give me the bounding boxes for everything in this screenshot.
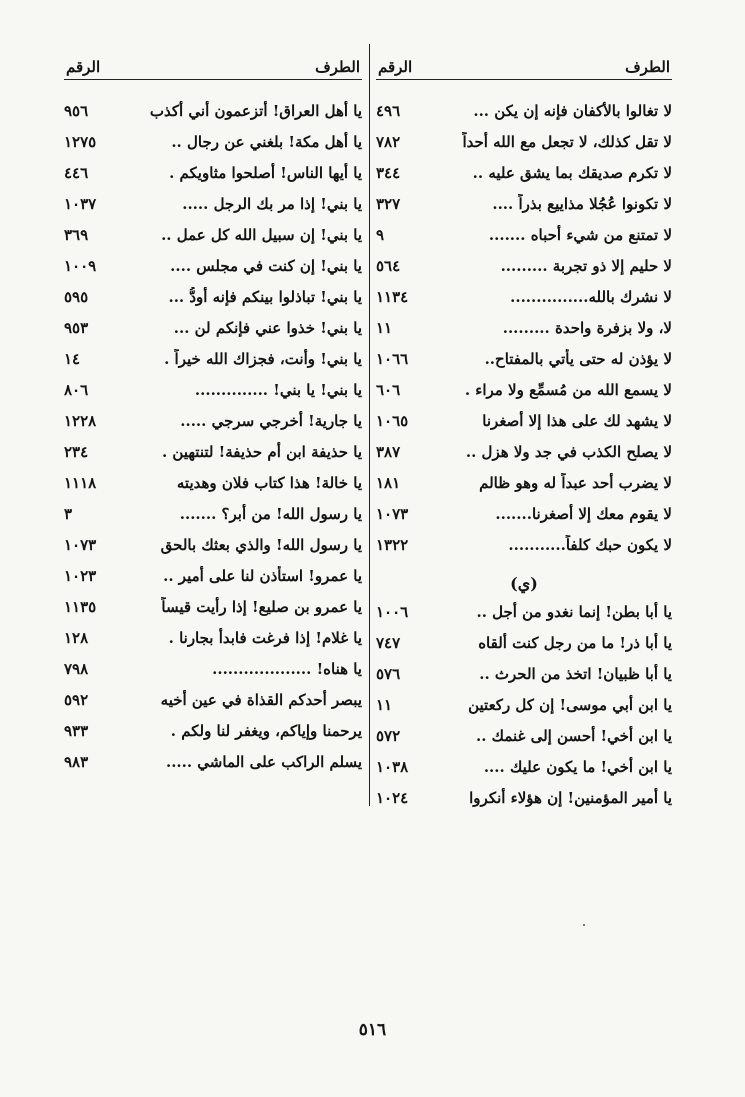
- index-entry: [376, 442, 672, 473]
- entry-number: ٩٨٣: [64, 753, 89, 771]
- entry-number: ١٤: [64, 350, 81, 368]
- entry-text: يا بني! يا بني! ..............: [194, 381, 362, 399]
- index-entry: [64, 566, 362, 597]
- index-entry: [64, 690, 362, 721]
- entry-number: ٩٣٣: [64, 722, 89, 740]
- entry-number: ١٠٠٦: [376, 603, 409, 621]
- right-column-header: [376, 48, 672, 80]
- index-entry: [64, 101, 362, 132]
- entry-number: ٥٧٦: [376, 665, 401, 683]
- left-entries-list: [64, 101, 362, 783]
- entry-number: ٣: [64, 505, 73, 523]
- entry-text: يا بني! إذا مر بك الرجل .....: [182, 195, 362, 213]
- entry-text: يا بني! إن سبيل الله كل عمل ..: [161, 226, 362, 244]
- entry-number: ١٠٣٧: [64, 195, 97, 213]
- index-entry: [376, 349, 672, 380]
- entry-number: ٤٤٦: [64, 164, 89, 182]
- entry-number: ٥٧٢: [376, 727, 401, 745]
- entry-number: ١٠٢٤: [376, 789, 409, 807]
- page-number: ٥١٦: [358, 1020, 387, 1040]
- index-entry: [64, 411, 362, 442]
- entry-number: ١١١٨: [64, 474, 97, 492]
- index-entry: [64, 256, 362, 287]
- entry-text: يا بني! خذوا عني فإنكم لن ...: [173, 319, 362, 337]
- index-entry: [64, 349, 362, 380]
- entry-number: ١٠٦٥: [376, 412, 409, 430]
- entry-number: ٣٤٤: [376, 164, 401, 182]
- entry-text: يا ابن أخي! أحسن إلى غنمك ..: [476, 727, 672, 745]
- entry-text: يا حذيفة ابن أم حذيفة! لتنتهين .: [161, 443, 362, 461]
- index-entry: [376, 602, 672, 633]
- index-entry: [376, 101, 672, 132]
- index-entry: [64, 504, 362, 535]
- entry-number: ٥٦٤: [376, 257, 401, 275]
- entry-number: ١٠٧٣: [64, 536, 97, 554]
- index-entry: [376, 318, 672, 349]
- entry-number: ٩: [376, 226, 385, 244]
- index-entry: [376, 380, 672, 411]
- entry-text: يا بني! تباذلوا بينكم فإنه أودُّ ...: [168, 288, 362, 306]
- index-entry: [376, 788, 672, 819]
- entry-text: يا هناه! ...................: [212, 660, 362, 678]
- entry-number: ١١: [376, 319, 393, 337]
- entry-number: ٩٥٦: [64, 102, 89, 120]
- index-entry: [64, 318, 362, 349]
- left-column-header: [64, 48, 362, 80]
- entry-text: لا يسمع الله من مُسمِّع ولا مراء .: [464, 381, 672, 399]
- entry-text: يا رسول الله! من أبر؟ .......: [179, 505, 362, 523]
- index-entry: [376, 287, 672, 318]
- index-entry: [376, 411, 672, 442]
- index-entry: [64, 132, 362, 163]
- section-letter-heading: (ي): [510, 574, 538, 593]
- entry-number: ١١٣٥: [64, 598, 97, 616]
- index-entry: [64, 442, 362, 473]
- entry-text: يا أهل العراق! أتزعمون أني أكذب: [149, 102, 362, 120]
- index-entry: [64, 752, 362, 783]
- entry-text: يا أهل مكة! بلغني عن رجال ..: [171, 133, 362, 151]
- index-entry: [376, 726, 672, 757]
- entry-number: ٢٣٤: [64, 443, 89, 461]
- speck-mark: [583, 924, 585, 926]
- entry-number: ١٠٦٦: [376, 350, 409, 368]
- index-entry: [64, 535, 362, 566]
- entry-text: لا تكرم صديقك بما يشق عليه ..: [472, 164, 672, 182]
- entry-text: يا خالة! هذا كتاب فلان وهديته: [176, 474, 362, 492]
- entry-number: ١٣٢٢: [376, 536, 409, 554]
- index-entry: [376, 504, 672, 535]
- entry-text: يا غلام! إذا فرغت فابدأ بجارنا .: [168, 629, 362, 647]
- entry-text: يا عمرو بن صليع! إذا رأيت قيساً: [161, 598, 362, 616]
- number-column-heading: الرقم: [378, 58, 413, 76]
- index-entry: [376, 535, 672, 566]
- entry-text: يا أبا ظبيان! اتخذ من الحرث ..: [479, 665, 672, 683]
- column-divider: [369, 44, 370, 806]
- entry-text: يسلم الراكب على الماشي .....: [165, 753, 362, 771]
- index-entry: [376, 757, 672, 788]
- entry-number: ١٠٧٣: [376, 505, 409, 523]
- entry-text: لا يقوم معك إلا أصغرنا.......: [495, 505, 672, 523]
- entry-text: لا يشهد لك على هذا إلا أصغرنا: [482, 412, 672, 430]
- index-entry: [376, 194, 672, 225]
- entry-text: يا رسول الله! والذي بعثك بالحق: [160, 536, 362, 554]
- entry-number: ٧٩٨: [64, 660, 89, 678]
- entry-text: لا يضرب أحد عبداً له وهو ظالم: [479, 474, 672, 492]
- entry-number: ٤٩٦: [376, 102, 401, 120]
- index-entry: [64, 163, 362, 194]
- entry-text: يا بني! إن كنت في مجلس ....: [170, 257, 362, 275]
- entry-number: ١٢٨: [64, 629, 89, 647]
- index-entry: [376, 256, 672, 287]
- entry-text: لا يصلح الكذب في جد ولا هزل ..: [465, 443, 672, 461]
- term-column-heading: الطرف: [315, 58, 360, 76]
- entry-text: لا حليم إلا ذو تجربة .........: [500, 257, 672, 275]
- index-entry: [376, 633, 672, 664]
- entry-number: ٨٠٦: [64, 381, 89, 399]
- index-entry: [64, 628, 362, 659]
- index-entry: [64, 225, 362, 256]
- entry-number: ٣٢٧: [376, 195, 401, 213]
- entry-text: يبصر أحدكم القذاة في عين أخيه: [160, 691, 362, 709]
- index-entry: [64, 721, 362, 752]
- index-entry: [64, 473, 362, 504]
- index-entry: [376, 132, 672, 163]
- term-column-heading: الطرف: [625, 58, 670, 76]
- index-entry: [64, 597, 362, 628]
- entry-number: ٥٩٢: [64, 691, 89, 709]
- index-entry: [64, 287, 362, 318]
- entry-text: يا أبا ذر! ما من رجل كنت ألقاه: [478, 634, 672, 652]
- entry-number: ١٠٢٣: [64, 567, 97, 585]
- entry-text: يا ابن أبي موسى! إن كل ركعتين: [468, 696, 672, 714]
- index-entry: [376, 225, 672, 256]
- index-entry: [64, 380, 362, 411]
- entry-number: ١٠٣٨: [376, 758, 409, 776]
- entry-text: يرحمنا وإياكم، ويغفر لنا ولكم .: [170, 722, 362, 740]
- index-entry: [376, 695, 672, 726]
- right-entries-list-ya: [376, 602, 672, 819]
- entry-number: ٣٨٧: [376, 443, 401, 461]
- right-column: [376, 48, 672, 819]
- entry-number: ١٢٧٥: [64, 133, 97, 151]
- entry-number: ٧٨٢: [376, 133, 401, 151]
- entry-number: ٣٦٩: [64, 226, 89, 244]
- entry-number: ١١٣٤: [376, 288, 409, 306]
- entry-text: لا يكون حبك كلفاً...........: [508, 536, 672, 554]
- entry-number: ٧٤٧: [376, 634, 401, 652]
- entry-number: ١٠٠٩: [64, 257, 97, 275]
- entry-number: ١١: [376, 696, 393, 714]
- entry-text: يا بني! وأنت، فجزاك الله خيراً .: [164, 350, 362, 368]
- number-column-heading: الرقم: [66, 58, 101, 76]
- index-entry: [376, 664, 672, 695]
- index-entry: [376, 473, 672, 504]
- index-entry: [376, 163, 672, 194]
- entry-number: ٥٩٥: [64, 288, 89, 306]
- entry-text: يا أمير المؤمنين! إن هؤلاء أنكروا: [469, 789, 672, 807]
- entry-number: ٩٥٣: [64, 319, 89, 337]
- entry-text: يا أيها الناس! أصلحوا مثاويكم .: [169, 164, 362, 182]
- index-entry: [64, 659, 362, 690]
- entry-text: لا تكونوا عُجُلا مذاييع بذراً ....: [492, 195, 672, 213]
- entry-number: ٦٠٦: [376, 381, 401, 399]
- entry-text: يا ابن أخي! ما يكون عليك ....: [483, 758, 672, 776]
- index-entry: [64, 194, 362, 225]
- entry-text: لا يؤذن له حتى يأتي بالمفتاح..: [484, 350, 672, 368]
- entry-text: يا عمرو! استأذن لنا على أمير ..: [163, 567, 362, 585]
- entry-text: لا نشرك بالله...............: [510, 288, 672, 306]
- left-column: [64, 48, 362, 783]
- entry-text: لا تقل كذلك، لا تجعل مع الله أحداً: [462, 133, 672, 151]
- entry-text: يا أبا بطن! إنما نغدو من أجل ..: [476, 603, 672, 621]
- entry-number: ١٨١: [376, 474, 401, 492]
- entry-text: لا تمتنع من شيء أحباه .......: [488, 226, 672, 244]
- right-entries-list: [376, 101, 672, 566]
- entry-text: لا، ولا بزفرة واحدة .........: [502, 319, 672, 337]
- entry-text: يا جارية! أخرجي سرجي .....: [180, 412, 362, 430]
- entry-number: ١٢٢٨: [64, 412, 97, 430]
- entry-text: لا تغالوا بالأكفان فإنه إن يكن ...: [473, 102, 672, 120]
